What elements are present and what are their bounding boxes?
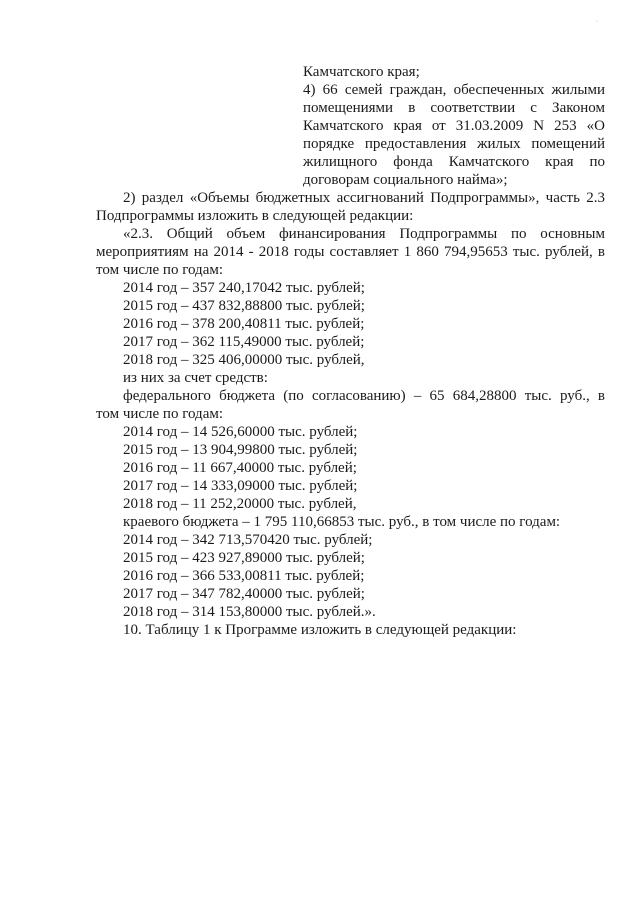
sources-intro: из них за счет средств: <box>123 370 268 386</box>
top-block-line-2: 4) 66 семей граждан, обеспеченных жилыми <box>303 82 605 98</box>
total-year-2015: 2015 год – 437 832,88800 тыс. рублей; <box>123 298 365 314</box>
federal-line-1: федерального бюджета (по согласованию) – 65 684,28800 тыс. руб., в <box>123 388 605 404</box>
paragraph-2-3-line-3: том числе по годам: <box>96 262 224 278</box>
federal-year-2014: 2014 год – 14 526,60000 тыс. рублей; <box>123 424 358 440</box>
top-block-line-6: жилищного фонда Камчатского края по <box>303 154 605 170</box>
regional-year-2017: 2017 год – 347 782,40000 тыс. рублей; <box>123 586 365 602</box>
regional-year-2014: 2014 год – 342 713,570420 тыс. рублей; <box>123 532 373 548</box>
corner-mark: · <box>596 19 598 25</box>
federal-year-2018: 2018 год – 11 252,20000 тыс. рублей, <box>123 496 357 512</box>
top-block-line-1: Камчатского края; <box>303 64 420 80</box>
total-year-2016: 2016 год – 378 200,40811 тыс. рублей; <box>123 316 365 332</box>
paragraph-2-3-line-1: «2.3. Общий объем финансирования Подпрограммы по основным <box>123 226 605 242</box>
section-2-line-2: Подпрограммы изложить в следующей редакции: <box>96 208 414 224</box>
top-block-line-3: помещениями в соответствии с Законом <box>303 100 605 116</box>
federal-line-2: том числе по годам: <box>96 406 224 422</box>
total-year-2014: 2014 год – 357 240,17042 тыс. рублей; <box>123 280 365 296</box>
top-block-line-4: Камчатского края от 31.03.2009 N 253 «О <box>303 118 605 134</box>
total-year-2018: 2018 год – 325 406,00000 тыс. рублей, <box>123 352 365 368</box>
total-year-2017: 2017 год – 362 115,49000 тыс. рублей; <box>123 334 365 350</box>
section-2-line-1: 2) раздел «Объемы бюджетных ассигнований Подпрограммы», часть 2.3 <box>123 190 605 206</box>
item-10: 10. Таблицу 1 к Программе изложить в следующей редакции: <box>123 622 517 638</box>
regional-year-2016: 2016 год – 366 533,00811 тыс. рублей; <box>123 568 365 584</box>
federal-year-2015: 2015 год – 13 904,99800 тыс. рублей; <box>123 442 358 458</box>
top-block-line-5: порядке предоставления жилых помещений <box>303 136 605 152</box>
federal-year-2016: 2016 год – 11 667,40000 тыс. рублей; <box>123 460 357 476</box>
top-block-line-7: договорам социального найма»; <box>303 172 508 188</box>
federal-year-2017: 2017 год – 14 333,09000 тыс. рублей; <box>123 478 358 494</box>
regional-year-2018: 2018 год – 314 153,80000 тыс. рублей.». <box>123 604 376 620</box>
paragraph-2-3-line-2: мероприятиям на 2014 - 2018 годы составляет 1 860 794,95653 тыс. рублей, в <box>96 244 605 260</box>
regional-intro: краевого бюджета – 1 795 110,66853 тыс. руб., в том числе по годам: <box>123 514 561 530</box>
regional-year-2015: 2015 год – 423 927,89000 тыс. рублей; <box>123 550 365 566</box>
